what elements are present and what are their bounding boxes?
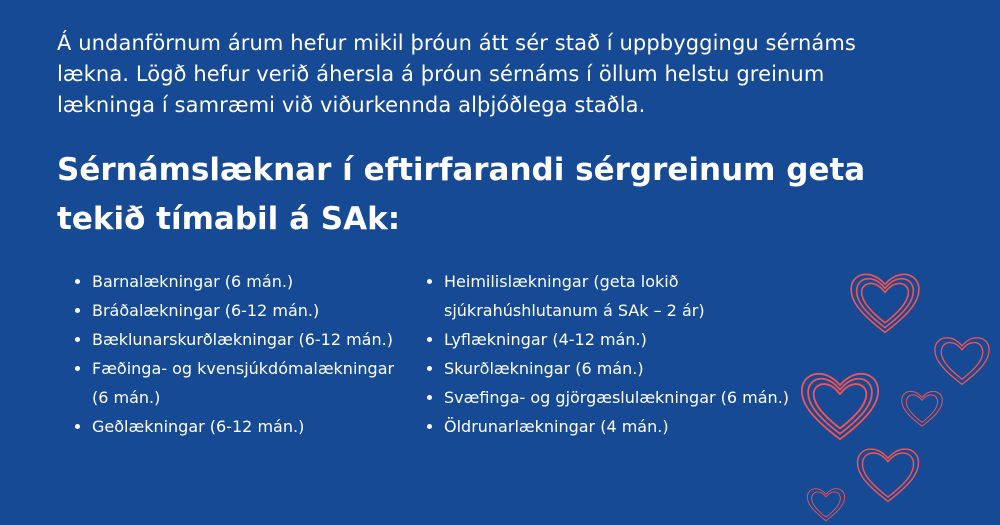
list-item: Barnalækningar (6 mán.) [74,267,409,296]
heart-icon [898,384,946,432]
specialty-list-right [426,267,806,441]
heart-icon [804,482,848,525]
list-item: Fæðinga- og kvensjúkdómalækningar (6 mán.) [74,354,409,412]
heart-icon [845,262,925,342]
heart-icon [852,438,924,510]
list-item: Bæklunarskurðlækningar (6-12 mán.) [74,325,409,354]
list-item: Öldrunarlækningar (4 mán.) [426,412,806,441]
intro-paragraph: Á undanförnum árum hefur mikil þróun átt sér stað í uppbyggingu sérnáms lækna. Lögð hefur verið áhersla á þróun sérnáms í öllum helstu greinum lækninga í samræmi við viðurkennda alþjóðlega staðla. [57,31,856,117]
list-item: Heimilislækningar (geta lokið sjúkrahúshlutanum á SAk – 2 ár) [426,267,806,325]
list-item: Svæfinga- og gjörgæslulækningar (6 mán.) [426,383,806,412]
list-item: Geðlækningar (6-12 mán.) [74,412,409,441]
list-item: Bráðalækningar (6-12 mán.) [74,296,409,325]
specialty-list-left [74,267,409,441]
list-item: Skurðlækningar (6 mán.) [426,354,806,383]
hearts-decoration [790,260,1000,525]
list-item: Lyflækningar (4-12 mán.) [426,325,806,354]
heart-icon [795,360,885,450]
heart-icon [930,328,994,392]
section-heading: Sérnámslæknar í eftirfarandi sérgreinum geta tekið tímabil á SAk: [57,152,866,237]
